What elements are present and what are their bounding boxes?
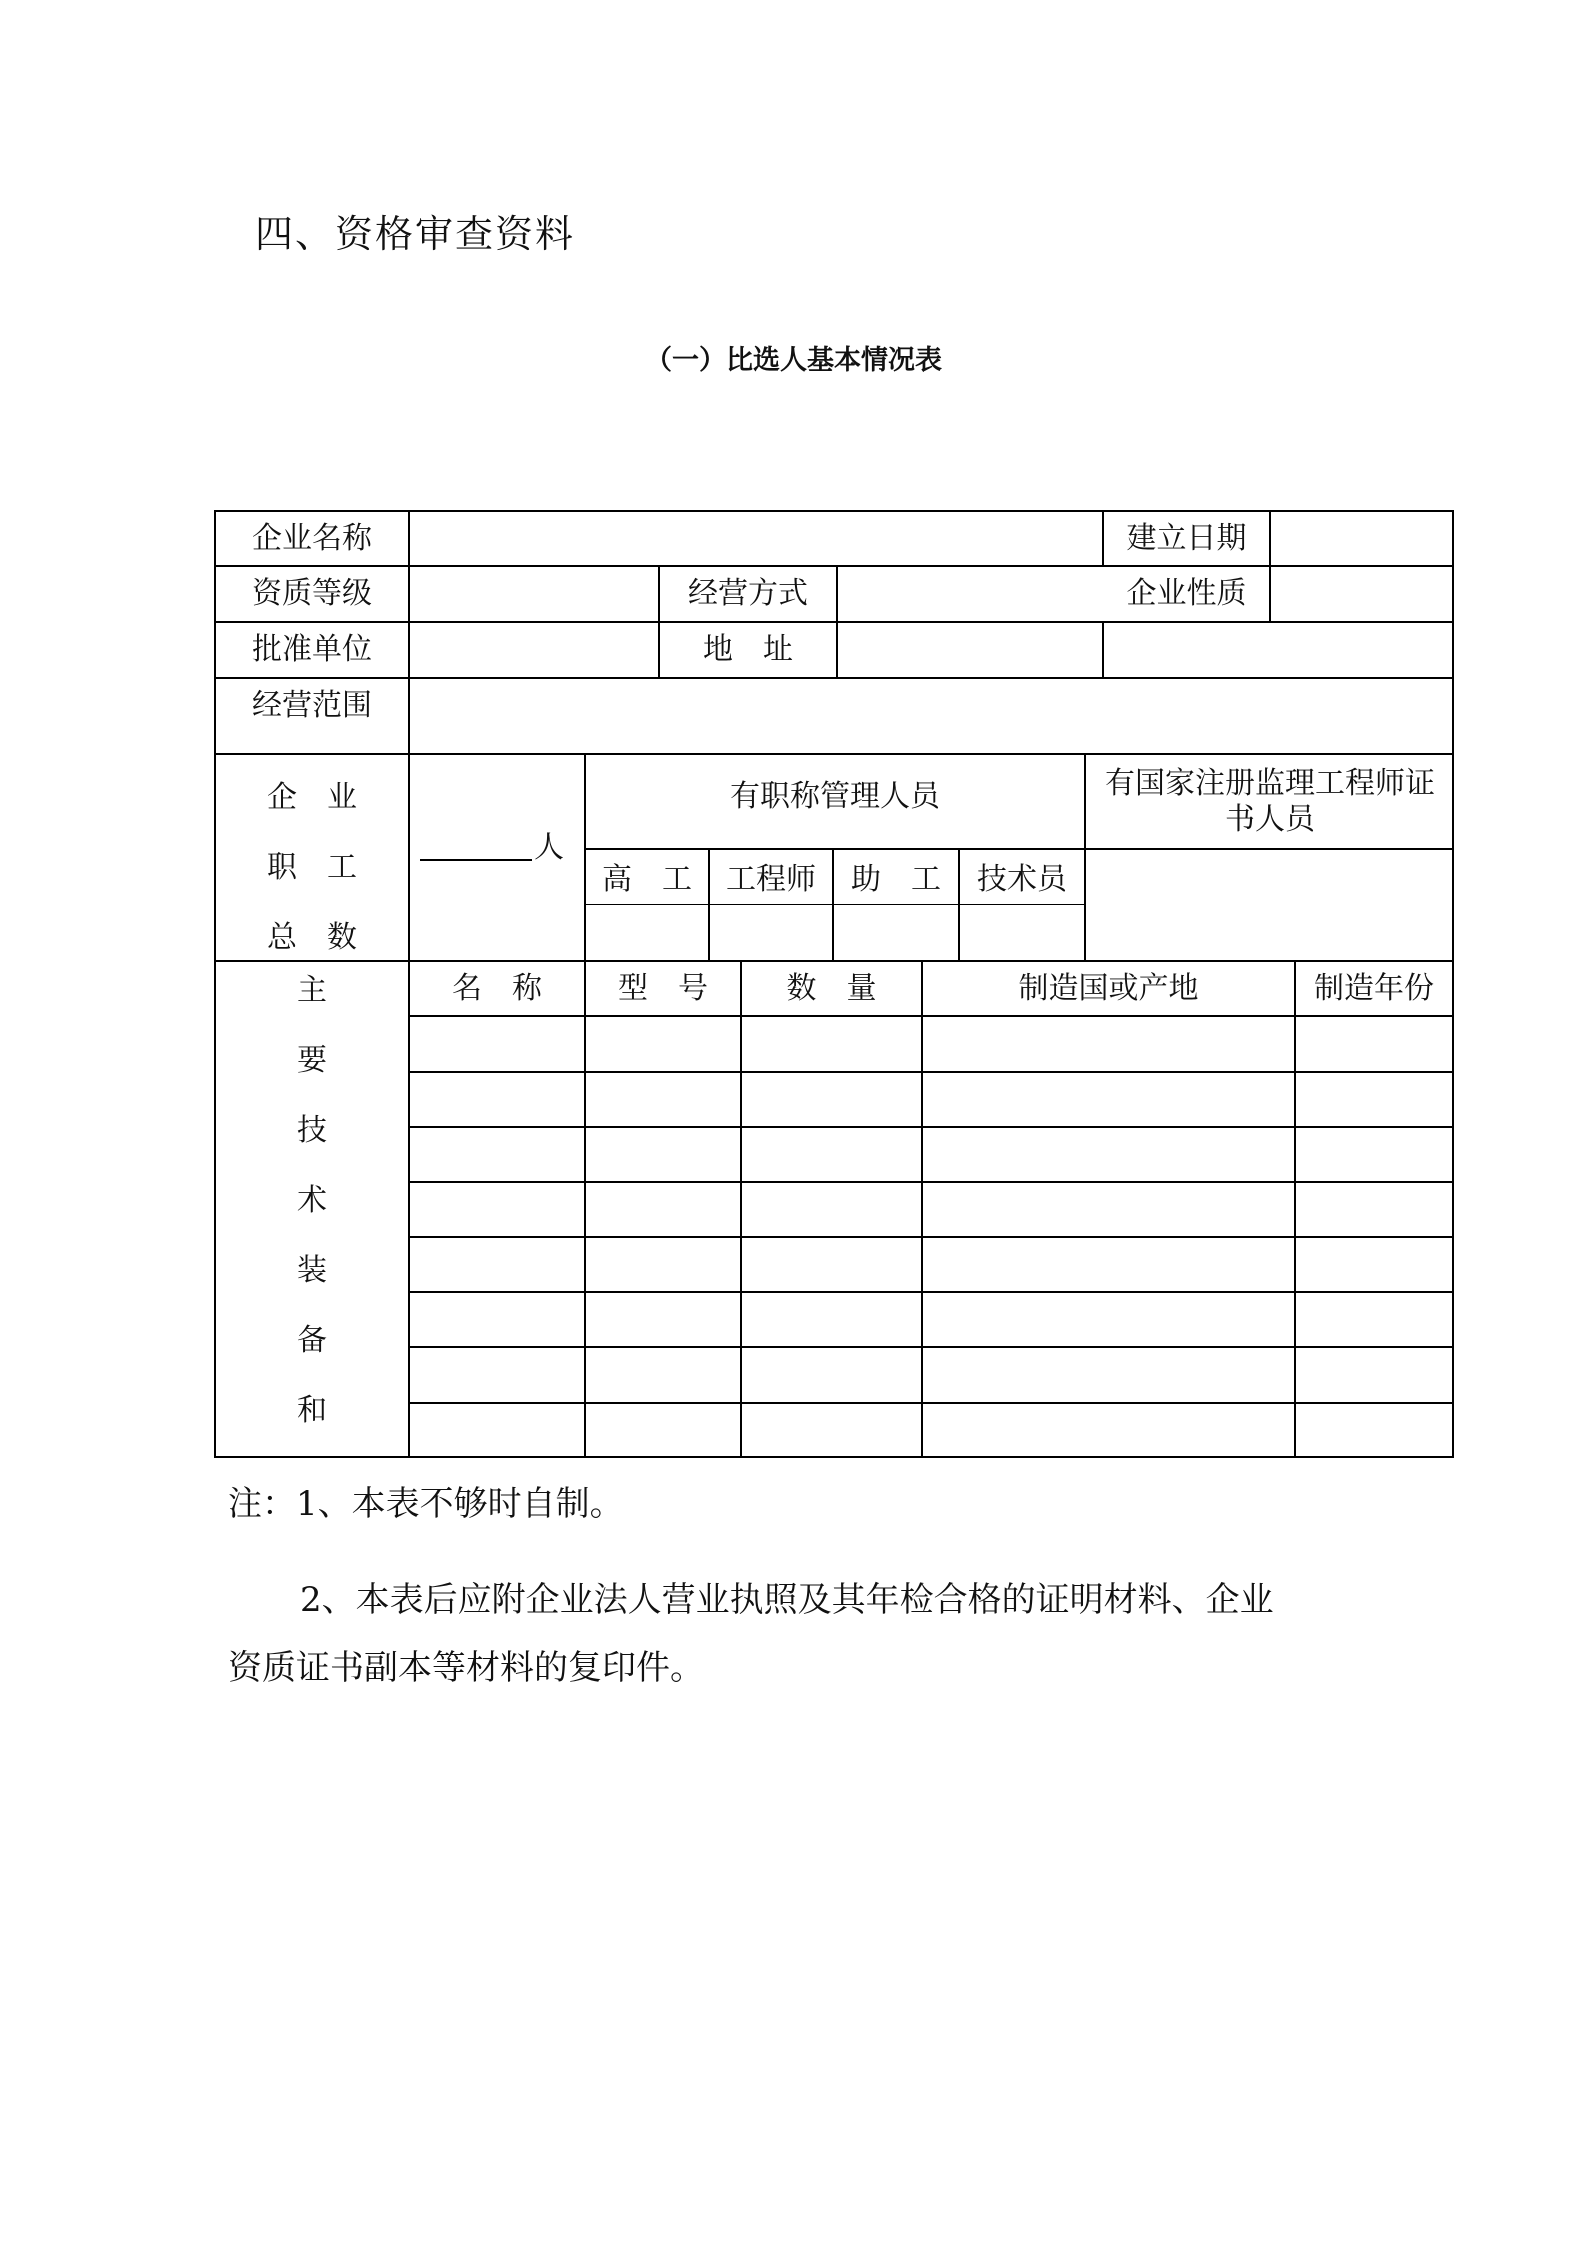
header-equipment-quantity: 数 量 — [786, 970, 877, 1006]
label-address: 地 址 — [703, 632, 793, 667]
label-staff-total — [216, 763, 408, 973]
header-equipment-name: 名 称 — [452, 970, 542, 1006]
staff-total-line: 总 数 — [267, 920, 357, 955]
equipment-label-char: 和 — [297, 1393, 327, 1428]
header-equipment-origin: 制造国或产地 — [1018, 970, 1199, 1006]
label-registered-engineers: 有国家注册监理工程师证书人员 — [1105, 766, 1435, 837]
equipment-label-char — [297, 1446, 327, 1456]
equipment-label-char: 装 — [297, 1253, 327, 1288]
note-2-line-2: 资质证书副本等材料的复印件。 — [228, 1648, 704, 1688]
title-level-cell — [710, 850, 832, 902]
bidder-info-form — [214, 510, 1454, 1458]
label-qualification-grade: 资质等级 — [252, 576, 372, 611]
title-level-cell — [586, 850, 708, 902]
label-established-date: 建立日期 — [1126, 520, 1247, 556]
staff-count-field — [420, 828, 580, 868]
equipment-label-char: 要 — [297, 1043, 327, 1078]
staff-total-line: 企 业 — [267, 780, 357, 815]
label-titled-managers: 有职称管理人员 — [730, 779, 940, 814]
label-approval-unit: 批准单位 — [252, 632, 372, 667]
title-level-cell — [960, 850, 1084, 902]
equipment-label-char: 备 — [297, 1323, 327, 1358]
header-equipment-model: 型 号 — [618, 970, 708, 1006]
title-level-cell — [834, 850, 958, 902]
label-company-name: 企业名称 — [252, 520, 372, 556]
equipment-label-char: 术 — [297, 1183, 327, 1218]
equipment-label-char: 技 — [297, 1113, 327, 1148]
title-level-technician: 技术员 — [977, 862, 1067, 897]
note-2-line-1: 2、本表后应附企业法人营业执照及其年检合格的证明材料、企业 — [300, 1580, 1274, 1620]
person-unit: 人 — [534, 830, 564, 865]
label-equipment — [216, 962, 408, 1456]
label-business-scope: 经营范围 — [252, 688, 372, 723]
title-level-senior: 高 工 — [602, 862, 692, 897]
note-1: 注：1、本表不够时自制。 — [228, 1484, 624, 1524]
staff-total-line: 职 工 — [267, 850, 357, 885]
label-company-nature: 企业性质 — [1126, 576, 1247, 611]
staff-count-blank — [420, 835, 532, 861]
title-level-engineer: 工程师 — [726, 862, 816, 897]
equipment-label-char: 主 — [297, 973, 327, 1008]
label-business-mode: 经营方式 — [688, 576, 808, 611]
table-title: （一）比选人基本情况表 — [645, 345, 942, 376]
header-equipment-year: 制造年份 — [1314, 970, 1434, 1006]
title-level-assistant: 助 工 — [851, 862, 941, 897]
section-title: 四、资格审查资料 — [255, 212, 576, 256]
